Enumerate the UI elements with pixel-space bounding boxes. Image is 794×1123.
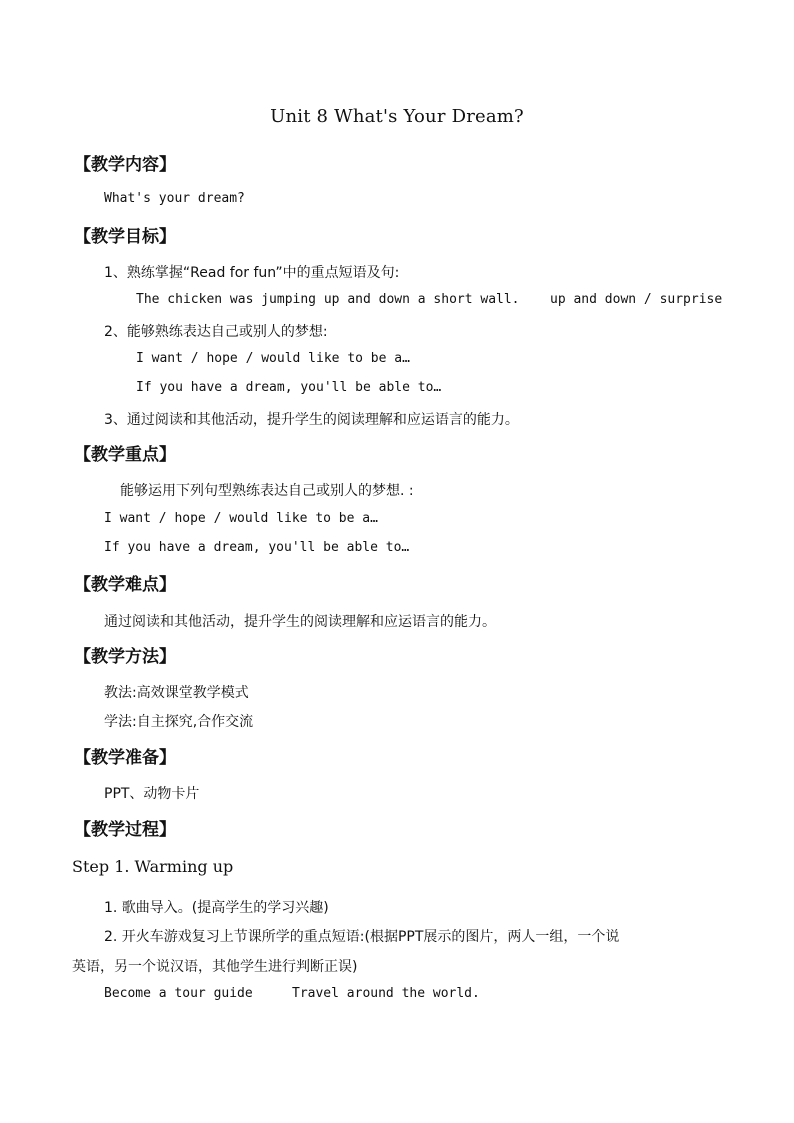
goal-item-1-sentence: The chicken was jumping up and down a short wall. <box>136 292 520 307</box>
key-points-line-1: I want / hope / would like to be a… <box>104 511 378 526</box>
content-line: What's your dream? <box>104 191 245 206</box>
methods-teaching: 教法:高效课堂教学模式 <box>104 685 249 701</box>
goal-item-2-line-2: If you have a dream, you'll be able to… <box>136 380 442 395</box>
difficulties-line: 通过阅读和其他活动，提升学生的阅读理解和应运语言的能力。 <box>104 614 496 630</box>
section-heading-key-points: 【教学重点】 <box>74 445 176 465</box>
step-1-item-2-line-1: 2. 开火车游戏复习上节课所学的重点短语:(根据PPT展示的图片，两人一组，一个说 <box>104 929 620 945</box>
section-heading-preparation: 【教学准备】 <box>74 748 176 768</box>
step-1-item-2-line-2: 英语，另一个说汉语，其他学生进行判断正误) <box>72 959 358 975</box>
goal-item-1-phrases: up and down / surprise <box>550 292 723 307</box>
key-points-line-2: If you have a dream, you'll be able to… <box>104 540 410 555</box>
section-heading-process: 【教学过程】 <box>74 820 176 840</box>
step-1-title: Step 1. Warming up <box>72 857 234 876</box>
goal-item-2-line-1: I want / hope / would like to be a… <box>136 351 410 366</box>
section-heading-goals: 【教学目标】 <box>74 227 176 247</box>
review-phrase-2: Travel around the world. <box>292 986 480 1001</box>
goal-item-2: 2、能够熟练表达自己或别人的梦想: <box>104 324 328 340</box>
step-1-item-1: 1. 歌曲导入。(提高学生的学习兴趣) <box>104 900 329 916</box>
review-phrase-1: Become a tour guide <box>104 986 253 1001</box>
section-heading-methods: 【教学方法】 <box>74 647 176 667</box>
preparation-line: PPT、动物卡片 <box>104 786 200 802</box>
key-points-intro: 能够运用下列句型熟练表达自己或别人的梦想. : <box>120 483 414 499</box>
section-heading-content: 【教学内容】 <box>74 155 176 175</box>
goal-item-3: 3、通过阅读和其他活动，提升学生的阅读理解和应运语言的能力。 <box>104 412 519 428</box>
methods-learning: 学法:自主探究,合作交流 <box>104 714 254 730</box>
section-heading-difficulties: 【教学难点】 <box>74 575 176 595</box>
page-title: Unit 8 What's Your Dream? <box>270 106 524 127</box>
goal-item-1: 1、熟练掌握“Read for fun”中的重点短语及句: <box>104 265 400 281</box>
